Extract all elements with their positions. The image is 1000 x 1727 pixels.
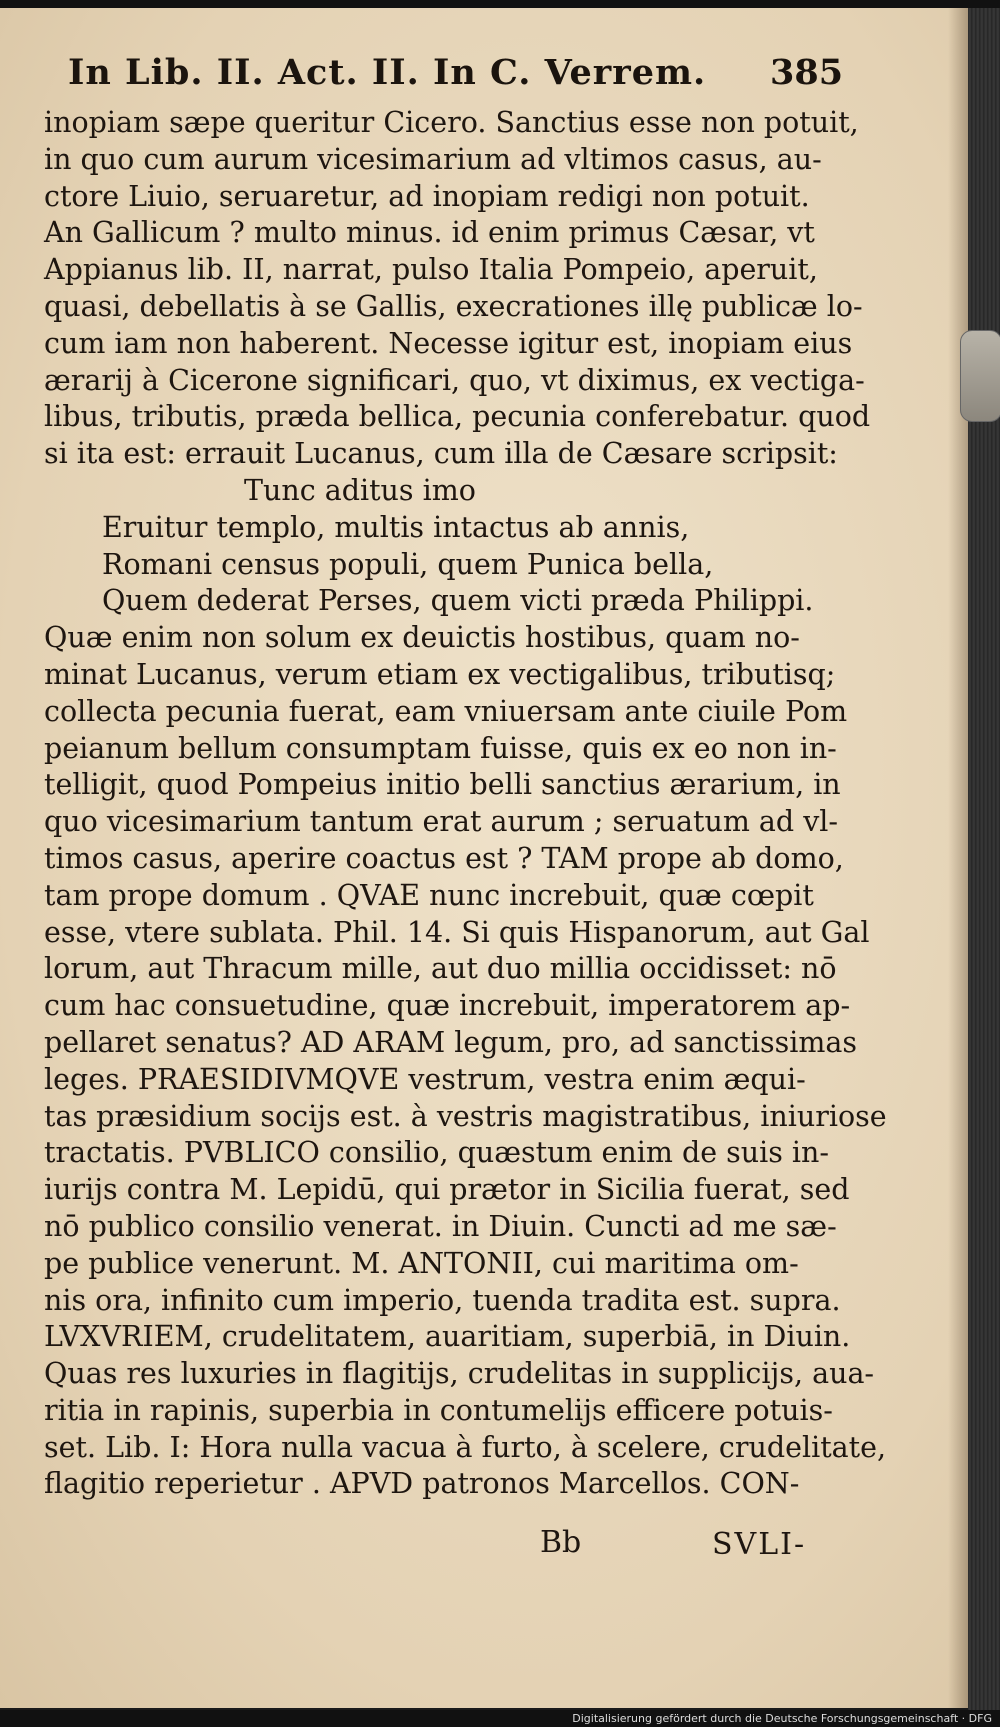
text-line: minat Lucanus, verum etiam ex vectigalibus, tributisq;	[44, 657, 836, 691]
book-edge	[968, 8, 1000, 1718]
text-line: ærarij à Cicerone significari, quo, vt diximus, ex vectiga-	[44, 363, 865, 397]
text-line: si ita est: errauit Lucanus, cum illa de Cæsare scripsit:	[44, 437, 838, 471]
catchword: SVLI-	[712, 1527, 807, 1562]
text-line: nō publico consilio venerat. in Diuin. Cuncti ad me sæ-	[44, 1209, 837, 1243]
footer-credit: Digitalisierung gefördert durch die Deutsche Forschungsgemeinschaft · DFG	[572, 1712, 992, 1725]
text-line: Appianus lib. II, narrat, pulso Italia Pompeio, aperuit,	[44, 253, 818, 287]
text-line: ritia in rapinis, superbia in contumelijs efficere potuis-	[44, 1393, 833, 1427]
verse-line: Romani census populi, quem Punica bella,	[102, 547, 714, 581]
text-line: Quæ enim non solum ex deuictis hostibus, quam no-	[44, 621, 800, 655]
text-line: esse, vtere sublata. Phil. 14. Si quis Hispanorum, aut Gal	[44, 915, 870, 949]
text-line: flagitio reperietur . APVD patronos Marcellos. CON-	[44, 1467, 800, 1501]
signature-mark: Bb	[540, 1525, 582, 1560]
verse-line: Quem dederat Perses, quem victi præda Philippi.	[102, 584, 814, 618]
text-line: cum hac consuetudine, quæ increbuit, imperatorem ap-	[44, 989, 851, 1023]
text-line: libus, tributis, præda bellica, pecunia conferebatur. quod	[44, 400, 871, 434]
text-line: pe publice venerunt. M. ANTONII, cui maritima om-	[44, 1246, 799, 1280]
text-line: lorum, aut Thracum mille, aut duo millia occidisset: nō	[44, 952, 837, 986]
text-line: quasi, debellatis à se Gallis, execrationes illę publicæ lo-	[44, 289, 863, 323]
text-line: peianum bellum consumptam fuisse, quis ex eo non in-	[44, 731, 837, 765]
text-line: collecta pecunia fuerat, eam vniuersam ante ciuile Pom	[44, 694, 848, 728]
running-title: In Lib. II. Act. II. In C. Verrem.	[68, 52, 707, 93]
text-line: nis ora, infinito cum imperio, tuenda tradita est. supra.	[44, 1283, 841, 1317]
text-line: inopiam sæpe queritur Cicero. Sanctius esse non potuit,	[44, 106, 859, 139]
page-gutter-shadow	[948, 8, 970, 1708]
page-number: 385	[770, 52, 844, 93]
text-line: cum iam non haberent. Necesse igitur est, inopiam eius	[44, 326, 853, 360]
text-line: tam prope domum . QVAE nunc increbuit, quæ cœpit	[44, 878, 814, 912]
text-line: tractatis. PVBLICO consilio, quæstum enim de suis in-	[44, 1136, 830, 1170]
body-text	[44, 105, 887, 1503]
text-line: timos casus, aperire coactus est ? TAM prope ab domo,	[44, 841, 844, 875]
text-line: ctore Liuio, seruaretur, ad inopiam redigi non potuit.	[44, 179, 810, 213]
verse-line: Eruitur templo, multis intactus ab annis,	[102, 510, 690, 544]
text-line: An Gallicum ? multo minus. id enim primus Cæsar, vt	[44, 216, 815, 250]
text-line: leges. PRAESIDIVMQVE vestrum, vestra enim æqui-	[44, 1062, 806, 1096]
book-clasp	[960, 330, 1000, 422]
text-line: in quo cum aurum vicesimarium ad vltimos casus, au-	[44, 142, 822, 176]
text-line: telligit, quod Pompeius initio belli sanctius ærarium, in	[44, 768, 841, 802]
text-line: tas præsidium socijs est. à vestris magistratibus, iniuriose	[44, 1099, 887, 1133]
text-line: set. Lib. I: Hora nulla vacua à furto, à scelere, crudelitate,	[44, 1430, 887, 1464]
verse-line: Tunc aditus imo	[244, 473, 476, 507]
text-line: LVXVRIEM, crudelitatem, auaritiam, superbiā, in Diuin.	[44, 1320, 851, 1354]
text-line: pellaret senatus? AD ARAM legum, pro, ad sanctissimas	[44, 1025, 857, 1059]
text-line: quo vicesimarium tantum erat aurum ; seruatum ad vl-	[44, 805, 839, 839]
text-line: Quas res luxuries in flagitijs, crudelitas in supplicijs, aua-	[44, 1357, 875, 1391]
text-line: iurijs contra M. Lepidū, qui prætor in Sicilia fuerat, sed	[44, 1173, 850, 1207]
